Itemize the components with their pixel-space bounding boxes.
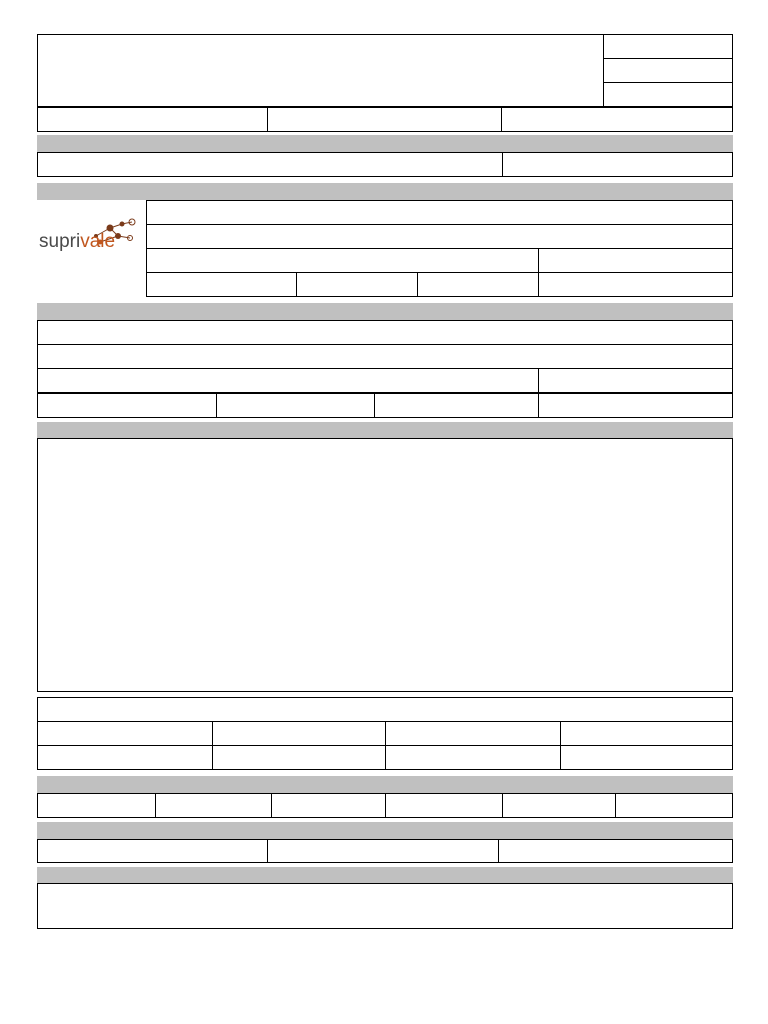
header-row-cell-1 — [37, 107, 268, 132]
header-row-cell-2 — [267, 107, 502, 132]
section5-cell-3 — [212, 721, 386, 746]
section5-cell-9 — [560, 745, 733, 770]
company-cell-3 — [146, 248, 539, 273]
section1-cell-1 — [37, 152, 503, 177]
company-logo — [38, 216, 142, 262]
company-cell-1 — [146, 200, 733, 225]
header-row-cell-3 — [501, 107, 733, 132]
company-cell-7 — [417, 272, 539, 297]
section7-cell-1 — [37, 839, 268, 863]
section7-cell-3 — [498, 839, 733, 863]
section6-cell-4 — [385, 793, 503, 818]
section5-cell-2 — [37, 721, 213, 746]
section5-cell-8 — [385, 745, 561, 770]
logo-wordmark: suprivale — [39, 231, 116, 252]
section-bar-6 — [37, 822, 733, 839]
section3-cell-5 — [37, 393, 217, 418]
header-info-cell-2 — [603, 58, 733, 83]
section-bar-3 — [37, 303, 733, 320]
section3-cell-6 — [216, 393, 375, 418]
company-cell-2 — [146, 224, 733, 249]
section1-cell-2 — [502, 152, 733, 177]
section5-cell-5 — [560, 721, 733, 746]
section7-cell-2 — [267, 839, 499, 863]
description-area — [37, 438, 733, 692]
company-cell-6 — [296, 272, 418, 297]
section3-cell-2 — [37, 344, 733, 369]
section6-cell-5 — [502, 793, 616, 818]
section3-cell-8 — [538, 393, 733, 418]
section6-cell-1 — [37, 793, 156, 818]
section3-cell-1 — [37, 320, 733, 345]
section3-cell-7 — [374, 393, 539, 418]
section3-cell-4 — [538, 368, 733, 393]
header-info-cell-3 — [603, 82, 733, 107]
section-bar-2 — [37, 183, 733, 200]
section5-cell-1 — [37, 697, 733, 722]
company-cell-8 — [538, 272, 733, 297]
section3-cell-3 — [37, 368, 539, 393]
header-info-cell-1 — [603, 34, 733, 59]
section-bar-5 — [37, 776, 733, 793]
company-cell-5 — [146, 272, 297, 297]
section6-cell-3 — [271, 793, 386, 818]
section-bar-4 — [37, 422, 733, 439]
company-cell-4 — [538, 248, 733, 273]
section-bar-1 — [37, 135, 733, 152]
section6-cell-6 — [615, 793, 733, 818]
section5-cell-6 — [37, 745, 213, 770]
section-bar-7 — [37, 867, 733, 884]
section6-cell-2 — [155, 793, 272, 818]
footer-notes-box — [37, 883, 733, 929]
section5-cell-4 — [385, 721, 561, 746]
header-title-box — [37, 34, 604, 107]
section5-cell-7 — [212, 745, 386, 770]
